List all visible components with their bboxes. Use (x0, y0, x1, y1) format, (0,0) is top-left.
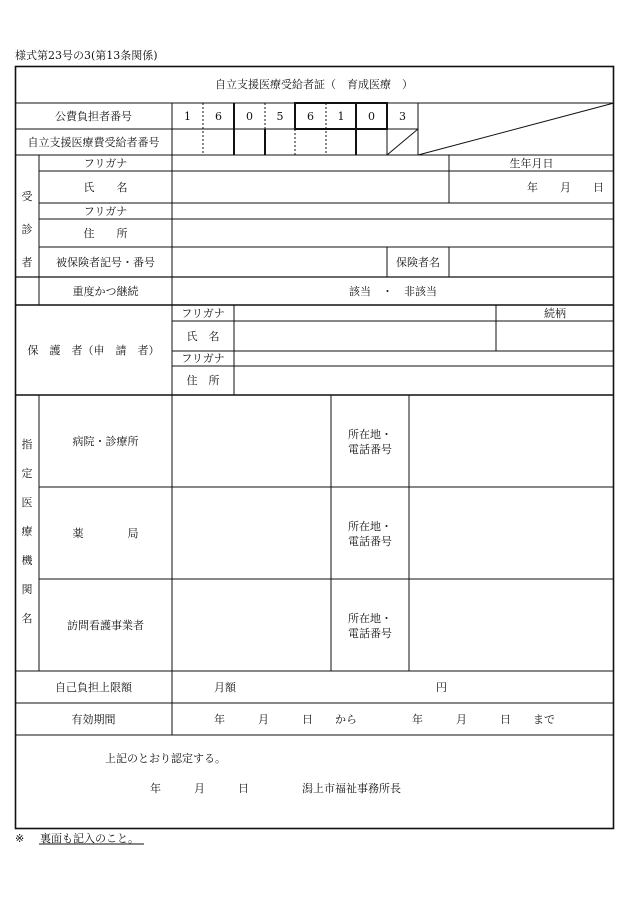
payer-digit: 5 (276, 110, 284, 123)
payer-digit: 0 (368, 110, 375, 123)
copay-monthly-label: 月額 (214, 681, 236, 694)
issuer-name: 潟上市福祉事務所長 (302, 782, 401, 795)
hospital-clinic-label: 病院・診療所 (72, 435, 139, 448)
severe-continuing-label: 重度かつ継続 (72, 285, 139, 298)
patient-address-label: 住 所 (83, 227, 128, 240)
payer-digit: 6 (307, 110, 314, 123)
patient-furigana-label: フリガナ (83, 157, 128, 170)
payer-digit: 3 (399, 110, 406, 123)
payer-digit: 1 (337, 110, 345, 123)
insured-number-label: 被保険者記号・番号 (56, 256, 155, 269)
copay-yen-label: 円 (436, 681, 447, 694)
certification-date: 年 月 日 (150, 782, 249, 795)
guardian-section-label: 保 護 者（申 請 者） (27, 344, 160, 357)
payer-digit: 6 (215, 110, 222, 123)
birth-date-label: 生年月日 (509, 157, 554, 170)
patient-name-label: 氏 名 (83, 181, 128, 194)
copay-limit-label: 自己負担上限額 (55, 681, 132, 694)
pharmacy-phone-label: 電話番号 (348, 535, 392, 548)
hospital-location-label: 所在地・ (348, 428, 392, 441)
birth-date-format: 年 月 日 (527, 181, 604, 194)
recipient-number-label: 自立支援医療費受給者番号 (27, 136, 160, 149)
guardian-furigana-label-2: フリガナ (181, 352, 225, 365)
footer-note: 裏面も記入のこと。 (40, 832, 139, 845)
note-mark: ※ (15, 832, 25, 845)
guardian-address-label: 住 所 (186, 374, 220, 387)
payer-number-label: 公費負担者番号 (55, 110, 132, 123)
home-nursing-phone-label: 電話番号 (348, 627, 392, 640)
patient-section-label: 受 診 者 (21, 190, 33, 269)
pharmacy-label: 薬 局 (72, 527, 139, 540)
payer-digit: 1 (184, 110, 191, 123)
validity-period: 年 月 日 から 年 月 日 まで (214, 713, 555, 726)
home-nursing-label: 訪問看護事業者 (67, 619, 144, 632)
severe-continuing-options: 該当 ・ 非該当 (349, 285, 437, 298)
insurer-name-label: 保険者名 (396, 256, 440, 269)
institutions-section-label: 指 定 医 療 機 関 名 (21, 438, 33, 625)
form-reference: 様式第23号の3(第13条関係) (15, 49, 158, 62)
patient-furigana-label-2: フリガナ (83, 205, 128, 218)
guardian-name-label: 氏 名 (186, 330, 220, 343)
guardian-furigana-label: フリガナ (181, 307, 225, 320)
home-nursing-location-label: 所在地・ (348, 612, 392, 625)
hospital-phone-label: 電話番号 (348, 443, 392, 456)
validity-label: 有効期間 (71, 713, 116, 726)
pharmacy-location-label: 所在地・ (348, 520, 392, 533)
payer-digit: 0 (246, 110, 253, 123)
certification-statement: 上記のとおり認定する。 (105, 752, 226, 765)
certificate-title: 自立支援医療受給者証（ 育成医療 ） (215, 78, 413, 91)
guardian-relation-label: 続柄 (544, 307, 566, 320)
